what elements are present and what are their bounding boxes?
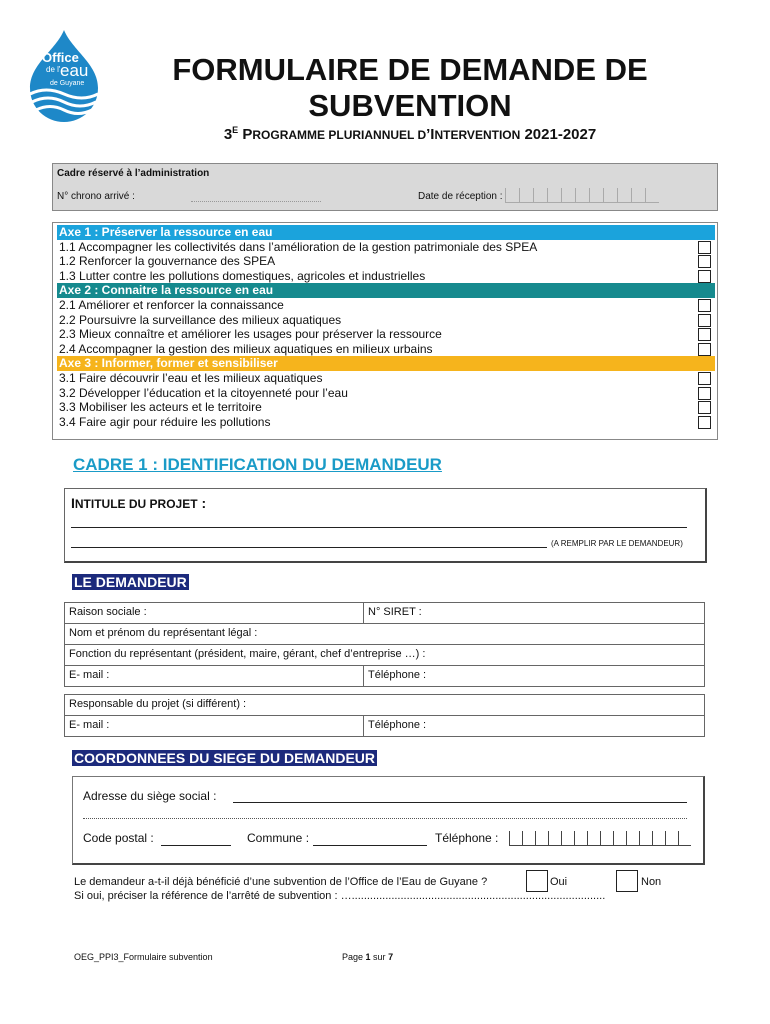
fonction-field[interactable]: Fonction du représentant (président, maire, gérant, chef d’entreprise …) :	[65, 645, 705, 666]
email-responsable-field[interactable]: E- mail :	[65, 716, 364, 737]
form-title: FORMULAIRE DE DEMANDE DE SUBVENTION	[172, 52, 648, 123]
axe-item-label: 3.4 Faire agir pour réduire les pollutions	[59, 414, 271, 429]
form-subtitle: $3^E$ PROGRAMME PLURIANNUEL D’INTERVENTION 2021-2027	[223, 125, 597, 143]
date-reception-field[interactable]	[505, 188, 659, 203]
admin-heading: Cadre réservé à l’administration	[57, 168, 210, 179]
axe-3-heading: Axe 3 : Informer, former et sensibiliser	[57, 356, 715, 371]
telephone-field[interactable]: Téléphone :	[364, 666, 705, 687]
axe-item-label: 1.3 Lutter contre les pollutions domestiques, agricoles et industrielles	[59, 268, 426, 283]
chrono-label: N° chrono arrivé :	[57, 191, 135, 202]
axe-item-checkbox[interactable]	[698, 387, 711, 400]
adresse-label: Adresse du siège social :	[83, 789, 217, 803]
demandeur-banner: LE DEMANDEUR	[74, 574, 187, 590]
siege-banner: COORDONNEES DU SIEGE DU DEMANDEUR	[74, 750, 376, 766]
axe-item-checkbox[interactable]	[698, 255, 711, 268]
axe-item-2-4	[59, 342, 713, 357]
axe-item-checkbox[interactable]	[698, 270, 711, 283]
commune-label: Commune :	[247, 831, 310, 845]
axe-item-checkbox[interactable]	[698, 416, 711, 429]
axe-item-3-2	[59, 386, 713, 401]
email-field[interactable]: E- mail :	[65, 666, 364, 687]
axe-item-label: 1.2 Renforcer la gouvernance des SPEA	[59, 254, 276, 269]
projet-box	[64, 488, 707, 563]
axe-2-heading: Axe 2 : Connaitre la ressource en eau	[57, 283, 715, 298]
demandeur-table	[64, 602, 705, 687]
axe-item-3-4	[59, 415, 713, 430]
axe-item-2-2	[59, 313, 713, 328]
footer-page-number: Page 1 sur 7	[342, 952, 394, 962]
siege-telephone-label: Téléphone :	[435, 831, 499, 845]
responsable-field[interactable]: Responsable du projet (si différent) :	[65, 695, 705, 716]
axes-selection-box	[52, 222, 718, 440]
logo-text-office: Office	[42, 50, 79, 65]
axe-item-checkbox[interactable]	[698, 299, 711, 312]
date-reception-label: Date de réception :	[418, 191, 503, 202]
code-postal-label: Code postal :	[83, 831, 154, 845]
subvention-question: Le demandeur a-t-il déjà bénéficié d’une subvention de l’Office de l’Eau de Guyane ?	[74, 876, 488, 888]
admin-reserved-box	[52, 163, 718, 211]
adresse-field[interactable]	[233, 802, 687, 803]
siege-box	[72, 776, 705, 865]
projet-label: INTITULE DU PROJET :	[71, 495, 207, 511]
axe-item-label: 2.1 Améliorer et renforcer la connaissance	[59, 298, 284, 312]
telephone-responsable-field[interactable]: Téléphone :	[364, 716, 705, 737]
axe-item-label: 2.3 Mieux connaître et améliorer les usages pour préserver la ressource	[59, 327, 442, 342]
raison-sociale-field[interactable]: Raison sociale :	[65, 603, 364, 624]
axe-item-1-2	[59, 254, 713, 269]
axe-1-heading: Axe 1 : Préserver la ressource en eau	[57, 225, 715, 240]
axe-item-label: 3.2 Développer l’éducation et la citoyenneté pour l’eau	[59, 385, 348, 400]
axe-item-label: 1.1 Accompagner les collectivités dans l’amélioration de la gestion patrimoniale des SPEA	[59, 239, 538, 254]
siret-field[interactable]: N° SIRET :	[364, 603, 705, 624]
axe-item-label: 3.1 Faire découvrir l’eau et les milieux aquatiques	[59, 371, 323, 385]
axe-item-3-3	[59, 400, 713, 415]
oui-checkbox[interactable]	[526, 870, 548, 892]
siege-telephone-field[interactable]	[509, 831, 691, 846]
code-postal-field[interactable]	[161, 845, 231, 846]
axe-item-checkbox[interactable]	[698, 314, 711, 327]
projet-note: (A REMPLIR PAR LE DEMANDEUR)	[551, 539, 683, 548]
axe-item-checkbox[interactable]	[698, 343, 711, 356]
axe-item-1-1	[59, 240, 713, 255]
non-checkbox[interactable]	[616, 870, 638, 892]
axe-item-checkbox[interactable]	[698, 401, 711, 414]
non-label: Non	[641, 876, 662, 888]
axe-item-3-1	[59, 371, 713, 386]
axe-item-label: 3.3 Mobiliser les acteurs et le territoire	[59, 400, 262, 415]
logo-text-eau: eau	[60, 61, 89, 80]
logo-text-guyane: de Guyane	[50, 80, 85, 87]
axe-item-label: 2.4 Accompagner la gestion des milieux aquatiques en milieux urbains	[59, 341, 433, 356]
cadre1-title: CADRE 1 : IDENTIFICATION DU DEMANDEUR	[73, 455, 442, 474]
footer-doc-name: OEG_PPI3_Formulaire subvention	[74, 952, 213, 962]
responsable-table	[64, 694, 705, 737]
logo-text-de: de l'	[46, 65, 61, 74]
representant-field[interactable]: Nom et prénom du représentant légal :	[65, 624, 705, 645]
chrono-field[interactable]	[191, 201, 321, 202]
axe-item-2-3	[59, 327, 713, 342]
axe-item-checkbox[interactable]	[698, 241, 711, 254]
projet-line-1[interactable]	[71, 527, 687, 528]
axe-item-2-1	[59, 298, 713, 313]
adresse-line-2[interactable]	[83, 818, 687, 819]
axe-item-checkbox[interactable]	[698, 328, 711, 341]
commune-field[interactable]	[313, 845, 427, 846]
axe-item-checkbox[interactable]	[698, 372, 711, 385]
axe-item-1-3	[59, 269, 713, 284]
reference-arrete-field[interactable]: Si oui, préciser la référence de l’arrêté de subvention : …...................................................................................	[74, 890, 606, 902]
axe-item-label: 2.2 Poursuivre la surveillance des milieux aquatiques	[59, 312, 342, 327]
office-eau-guyane-logo	[16, 28, 112, 124]
projet-line-2[interactable]	[71, 547, 547, 548]
oui-label: Oui	[550, 876, 568, 888]
